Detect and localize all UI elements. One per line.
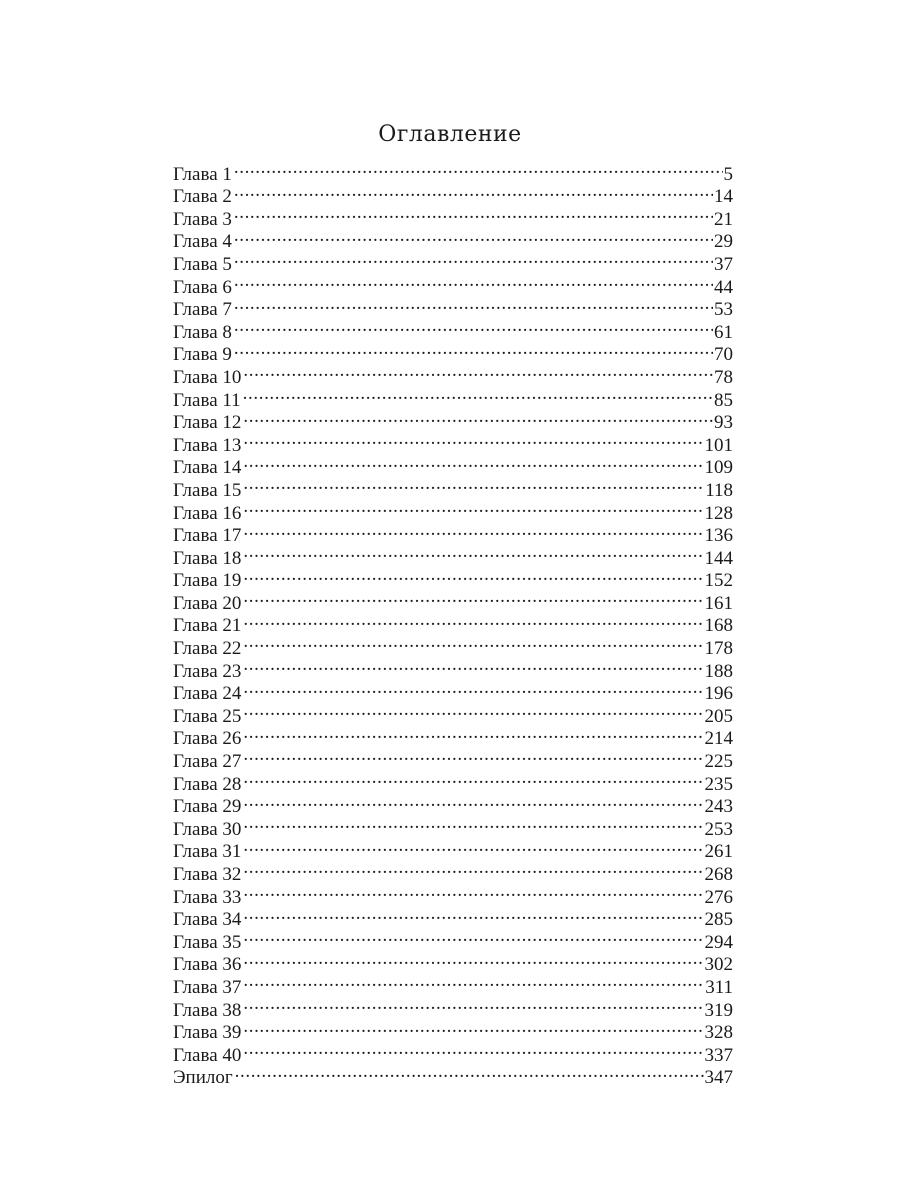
dot-leader bbox=[243, 383, 713, 406]
toc-entry-label: Глава 1 bbox=[173, 163, 232, 180]
dot-leader bbox=[243, 812, 703, 835]
dot-leader bbox=[234, 293, 713, 316]
toc-entry-page-number: 61 bbox=[714, 321, 733, 338]
toc-entry bbox=[173, 1016, 733, 1039]
toc-entry bbox=[173, 925, 733, 948]
toc-entry-label: Глава 22 bbox=[173, 638, 242, 655]
toc-entry-page-number: 161 bbox=[704, 592, 733, 609]
toc-entry bbox=[173, 225, 733, 248]
toc-entry-page-number: 144 bbox=[704, 547, 733, 564]
toc-entry-page-number: 85 bbox=[714, 389, 733, 406]
toc-entry-page-number: 294 bbox=[704, 931, 733, 948]
dot-leader bbox=[243, 473, 704, 496]
dot-leader bbox=[243, 654, 703, 677]
toc-entry bbox=[173, 157, 733, 180]
toc-entry-label: Глава 34 bbox=[173, 909, 242, 926]
toc-entry bbox=[173, 744, 733, 767]
dot-leader bbox=[243, 835, 703, 858]
toc-entry-page-number: 285 bbox=[704, 909, 733, 926]
toc-entry bbox=[173, 473, 733, 496]
toc-entry bbox=[173, 970, 733, 993]
toc-entry bbox=[173, 948, 733, 971]
toc-entry-page-number: 70 bbox=[714, 344, 733, 361]
dot-leader bbox=[243, 925, 703, 948]
toc-entry bbox=[173, 609, 733, 632]
toc-entry bbox=[173, 586, 733, 609]
toc-entry-label: Глава 21 bbox=[173, 615, 242, 632]
toc-entry-page-number: 14 bbox=[714, 186, 733, 203]
toc-entry-page-number: 101 bbox=[704, 434, 733, 451]
toc-entry-label: Глава 20 bbox=[173, 592, 242, 609]
toc-entry-label: Глава 40 bbox=[173, 1044, 242, 1061]
toc-entry bbox=[173, 722, 733, 745]
toc-entry-page-number: 178 bbox=[704, 638, 733, 655]
dot-leader bbox=[243, 428, 703, 451]
toc-entry-label: Глава 23 bbox=[173, 660, 242, 677]
toc-entry-label: Глава 5 bbox=[173, 253, 232, 270]
toc-entry bbox=[173, 202, 733, 225]
toc-entry bbox=[173, 767, 733, 790]
dot-leader bbox=[243, 541, 703, 564]
dot-leader bbox=[243, 993, 703, 1016]
toc-entry-page-number: 128 bbox=[704, 502, 733, 519]
toc-entry-page-number: 214 bbox=[704, 728, 733, 745]
table-of-contents bbox=[173, 157, 733, 1083]
toc-entry-page-number: 152 bbox=[704, 570, 733, 587]
toc-entry bbox=[173, 180, 733, 203]
dot-leader bbox=[234, 338, 713, 361]
toc-entry-label: Глава 29 bbox=[173, 796, 242, 813]
toc-entry-page-number: 5 bbox=[723, 163, 733, 180]
toc-entry-page-number: 53 bbox=[714, 299, 733, 316]
toc-entry-page-number: 347 bbox=[704, 1067, 733, 1084]
toc-entry-page-number: 188 bbox=[704, 660, 733, 677]
toc-entry bbox=[173, 835, 733, 858]
dot-leader bbox=[243, 496, 703, 519]
toc-entry bbox=[173, 338, 733, 361]
dot-leader bbox=[243, 519, 703, 542]
toc-entry-page-number: 337 bbox=[704, 1044, 733, 1061]
toc-entry-page-number: 93 bbox=[714, 412, 733, 429]
toc-entry-label: Глава 24 bbox=[173, 683, 242, 700]
toc-entry-page-number: 268 bbox=[704, 864, 733, 880]
toc-entry-label: Глава 9 bbox=[173, 344, 232, 361]
toc-entry-page-number: 118 bbox=[705, 479, 733, 496]
toc-entry-label: Глава 15 bbox=[173, 479, 242, 496]
toc-entry-label: Глава 38 bbox=[173, 999, 242, 1016]
dot-leader bbox=[243, 360, 713, 383]
toc-entry-label: Глава 13 bbox=[173, 434, 242, 451]
toc-entry-label: Глава 4 bbox=[173, 231, 232, 248]
toc-entry-page-number: 109 bbox=[704, 457, 733, 474]
toc-entry bbox=[173, 880, 733, 903]
toc-entry bbox=[173, 541, 733, 564]
toc-entry-page-number: 319 bbox=[704, 999, 733, 1016]
toc-entry-page-number: 44 bbox=[714, 276, 733, 293]
dot-leader bbox=[234, 247, 713, 270]
toc-entry-label: Глава 28 bbox=[173, 773, 242, 790]
toc-entry-label: Глава 37 bbox=[173, 976, 242, 993]
toc-entry bbox=[173, 315, 733, 338]
toc-entry-page-number: 276 bbox=[704, 886, 733, 903]
toc-entry bbox=[173, 812, 733, 835]
toc-entry-label: Глава 26 bbox=[173, 728, 242, 745]
dot-leader bbox=[243, 1016, 703, 1039]
toc-entry-page-number: 78 bbox=[714, 366, 733, 383]
toc-entry-label: Глава 16 bbox=[173, 502, 242, 519]
toc-entry-page-number: 168 bbox=[704, 615, 733, 632]
toc-entry-page-number: 311 bbox=[705, 976, 733, 993]
dot-leader bbox=[243, 609, 703, 632]
toc-entry-label: Глава 12 bbox=[173, 412, 242, 429]
dot-leader bbox=[243, 451, 703, 474]
toc-entry-page-number: 328 bbox=[704, 1022, 733, 1039]
toc-entry bbox=[173, 857, 733, 880]
dot-leader bbox=[243, 564, 703, 587]
toc-entry-page-number: 235 bbox=[704, 773, 733, 790]
dot-leader bbox=[243, 744, 703, 767]
page-title: Оглавление bbox=[378, 122, 522, 147]
toc-entry bbox=[173, 564, 733, 587]
dot-leader bbox=[234, 270, 713, 293]
dot-leader bbox=[234, 202, 713, 225]
dot-leader bbox=[243, 1038, 703, 1061]
toc-entry bbox=[173, 270, 733, 293]
dot-leader bbox=[234, 225, 713, 248]
toc-entry-page-number: 21 bbox=[714, 208, 733, 225]
toc-entry-label: Глава 2 bbox=[173, 186, 232, 203]
dot-leader bbox=[243, 722, 703, 745]
toc-entry-page-number: 205 bbox=[704, 705, 733, 722]
dot-leader bbox=[243, 406, 713, 429]
dot-leader bbox=[234, 157, 723, 180]
toc-entry-label: Глава 3 bbox=[173, 208, 232, 225]
toc-entry-label: Глава 10 bbox=[173, 366, 242, 383]
toc-entry-label: Глава 36 bbox=[173, 954, 242, 971]
toc-entry-page-number: 302 bbox=[704, 954, 733, 971]
dot-leader bbox=[243, 970, 704, 993]
toc-entry-label: Глава 32 bbox=[173, 864, 242, 880]
toc-entry bbox=[173, 247, 733, 270]
toc-entry-label: Глава 11 bbox=[173, 389, 241, 406]
dot-leader bbox=[243, 586, 703, 609]
dot-leader bbox=[243, 857, 703, 880]
toc-entry-label: Глава 31 bbox=[173, 841, 242, 858]
toc-entry-page-number: 136 bbox=[704, 525, 733, 542]
toc-entry-label: Глава 27 bbox=[173, 751, 242, 768]
dot-leader bbox=[234, 315, 713, 338]
toc-entry bbox=[173, 428, 733, 451]
toc-entry-page-number: 243 bbox=[704, 796, 733, 813]
toc-entry-page-number: 196 bbox=[704, 683, 733, 700]
toc-entry-label: Глава 33 bbox=[173, 886, 242, 903]
toc-entry-page-number: 261 bbox=[704, 841, 733, 858]
dot-leader bbox=[234, 180, 713, 203]
toc-entry-page-number: 37 bbox=[714, 253, 733, 270]
toc-entry-label: Эпилог bbox=[173, 1067, 233, 1084]
toc-entry-label: Глава 7 bbox=[173, 299, 232, 316]
dot-leader bbox=[243, 948, 703, 971]
dot-leader bbox=[243, 903, 703, 926]
toc-entry bbox=[173, 699, 733, 722]
dot-leader bbox=[243, 767, 703, 790]
toc-entry bbox=[173, 790, 733, 813]
toc-entry-page-number: 253 bbox=[704, 818, 733, 835]
toc-entry bbox=[173, 406, 733, 429]
toc-entry-label: Глава 25 bbox=[173, 705, 242, 722]
toc-entry bbox=[173, 677, 733, 700]
toc-entry bbox=[173, 360, 733, 383]
toc-entry bbox=[173, 293, 733, 316]
toc-entry-label: Глава 6 bbox=[173, 276, 232, 293]
toc-entry-label: Глава 35 bbox=[173, 931, 242, 948]
toc-entry bbox=[173, 519, 733, 542]
toc-entry bbox=[173, 654, 733, 677]
toc-entry bbox=[173, 993, 733, 1016]
toc-entry bbox=[173, 451, 733, 474]
dot-leader bbox=[243, 677, 703, 700]
toc-entry-label: Глава 30 bbox=[173, 818, 242, 835]
toc-entry bbox=[173, 903, 733, 926]
dot-leader bbox=[243, 699, 703, 722]
toc-entry-label: Глава 14 bbox=[173, 457, 242, 474]
toc-entry bbox=[173, 383, 733, 406]
toc-entry-label: Глава 8 bbox=[173, 321, 232, 338]
dot-leader bbox=[243, 790, 703, 813]
toc-entry-label: Глава 19 bbox=[173, 570, 242, 587]
dot-leader bbox=[235, 1061, 704, 1084]
toc-entry-label: Глава 17 bbox=[173, 525, 242, 542]
dot-leader bbox=[243, 631, 703, 654]
dot-leader bbox=[243, 880, 703, 903]
toc-entry bbox=[173, 1038, 733, 1061]
toc-entry-label: Глава 18 bbox=[173, 547, 242, 564]
toc-entry-page-number: 29 bbox=[714, 231, 733, 248]
toc-entry-label: Глава 39 bbox=[173, 1022, 242, 1039]
toc-entry bbox=[173, 631, 733, 654]
toc-entry bbox=[173, 496, 733, 519]
toc-entry-page-number: 225 bbox=[704, 751, 733, 768]
toc-entry bbox=[173, 1061, 733, 1084]
